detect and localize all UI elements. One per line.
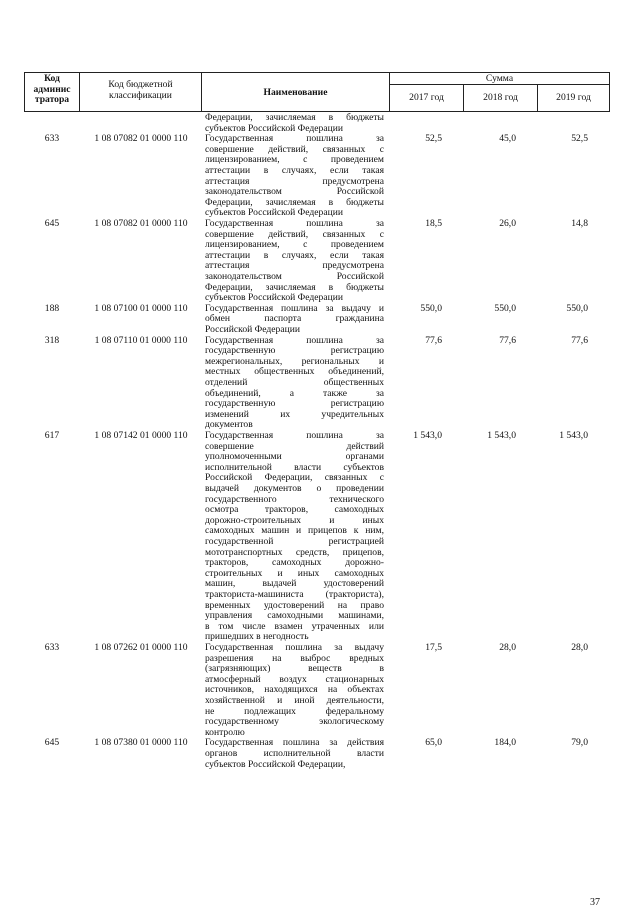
description-line: Российской Федерации [205,324,300,335]
header-admin-code-line: админис [33,83,71,95]
description-cell [205,643,384,738]
description-line: совершение действий [205,441,384,452]
value-2019-cell: 52,5 [571,133,588,145]
description-line: объединений, а также за [205,388,384,399]
description-line: обмен паспорта гражданина [205,314,384,325]
value-2018-cell: 1 543,0 [487,430,516,441]
header-bottom-border [24,111,609,112]
description-line: контролю [205,727,245,738]
description-line: лицензированием, с проведением [205,240,384,251]
admin-code-cell: 633 [44,642,60,653]
value-2018-cell: 45,0 [499,133,516,145]
description-line: уполномоченными органами [205,452,384,463]
header-sum: Сумма [485,73,514,84]
budget-code-cell: 1 08 07110 01 0000 110 [94,334,188,346]
description-cell [205,304,384,336]
description-line: субъектов Российской Федерации [205,123,343,134]
description-line: государственному экологическому [205,717,384,728]
description-line: Государственная пошлина за [205,219,384,229]
value-2019-cell: 79,0 [571,737,588,749]
value-2017-cell: 1 543,0 [413,430,442,441]
description-line: местных общественных объединений, [205,367,384,378]
description-line: законодательством Российской [205,271,384,282]
description-line: Государственная пошлина за [205,335,384,346]
admin-code-cell: 645 [44,218,60,229]
description-line: самоходных машин и прицепов к ним, [205,526,384,537]
header-name: Наименование [263,87,328,98]
description-line: законодательством Российской [205,187,384,198]
description-line: совершение действий, связанных с [205,229,384,240]
description-line: Государственная пошлина за [205,134,384,145]
header-year-2019: 2019 год [556,92,591,103]
description-line: тракторов, самоходных дорожно- [205,558,384,569]
header-budget-code [80,80,201,101]
description-line: в том числе взамен утраченных или [205,621,384,632]
header-budget-code-line: Код бюджетной [108,79,173,90]
value-2017-cell: 18,5 [425,218,442,229]
value-2017-cell: 65,0 [425,737,442,749]
description-line: атмосферный воздух стационарных [205,674,384,685]
description-line: лицензированием, с проведением [205,155,384,166]
description-line: документов [205,420,253,431]
description-cell [205,738,384,770]
value-2017-cell: 550,0 [420,302,442,314]
value-2017-cell: 17,5 [425,642,442,653]
description-line: (загрязняющих) веществ в [205,664,384,675]
description-cell [205,336,384,431]
description-line: тракториста-машиниста (тракториста), [205,589,384,600]
admin-code-cell: 318 [44,334,60,346]
admin-code-cell: 188 [44,302,60,314]
description-line: субъектов Российской Федерации, [205,759,346,770]
value-2018-cell: 184,0 [494,737,516,749]
value-2019-cell: 14,8 [571,218,588,229]
col-border-6 [609,72,610,112]
description-line: пришедших в негодность [205,632,309,643]
description-line: не подлежащих федеральному [205,706,384,717]
description-line: Федерации, зачисляемая в бюджеты [205,197,384,208]
description-line: источников, находящихся на объектах [205,685,384,696]
description-cell [205,431,384,643]
description-line: Государственная пошлина за выдачу [205,643,384,653]
header-year-2017: 2017 год [409,92,444,103]
description-line: аттестации в случаях, если такая [205,165,384,176]
description-line: строительных и иных самоходных [205,568,384,579]
description-line: отделений общественных [205,377,384,388]
value-2018-cell: 26,0 [499,218,516,229]
description-line: машин, выдачей удостоверений [205,579,384,590]
value-2018-cell: 77,6 [499,334,516,346]
header-admin-code-line: тратора [34,94,70,106]
header-admin-code [25,74,79,106]
description-line: Российской Федерации, связанных с [205,473,384,484]
budget-code-cell: 1 08 07082 01 0000 110 [94,218,188,229]
header-budget-code-line: классификации [109,89,172,101]
budget-code-cell: 1 08 07142 01 0000 110 [94,430,188,441]
description-line: органов исполнительной власти [205,748,384,759]
budget-code-cell: 1 08 07262 01 0000 110 [94,642,188,653]
description-line: выдачей документов о проведении [205,483,384,494]
description-line: исполнительной власти субъектов [205,462,384,473]
description-line: Государственная пошлина за выдачу и [205,303,384,314]
table-top-border [24,72,609,73]
value-2018-cell: 28,0 [499,642,516,653]
description-line: Государственная пошлина за действия [205,738,384,749]
description-line: субъектов Российской Федерации [205,293,343,304]
description-line: мототранспортных средств, прицепов, [205,547,384,558]
description-cell [205,219,384,304]
description-line: государственного технического [205,494,384,505]
page-number: 37 [590,897,600,908]
value-2019-cell: 77,6 [571,334,588,346]
budget-code-cell: 1 08 07100 01 0000 110 [94,302,188,314]
description-line: совершение действий, связанных с [205,144,384,155]
description-line: временных удостоверений на право [205,600,384,611]
value-2017-cell: 52,5 [425,133,442,145]
description-line: осмотра тракторов, самоходных [205,505,384,516]
budget-code-cell: 1 08 07082 01 0000 110 [94,133,188,145]
value-2019-cell: 28,0 [571,642,588,653]
value-2019-cell: 1 543,0 [559,430,588,441]
admin-code-cell: 645 [44,737,60,749]
admin-code-cell: 633 [44,133,60,145]
description-line: хозяйственной и иной деятельности, [205,695,384,706]
description-line: Федерации, зачисляемая в бюджеты [205,282,384,293]
description-line: аттестация предусмотрена [205,176,384,187]
description-line: разрешения на выброс вредных [205,653,384,664]
header-year-2018: 2018 год [483,92,518,103]
description-line: аттестации в случаях, если такая [205,250,384,261]
description-line: Федерации, зачисляемая в бюджеты [205,113,384,123]
value-2019-cell: 550,0 [566,302,588,314]
description-line: субъектов Российской Федерации [205,208,343,219]
value-2018-cell: 550,0 [494,302,516,314]
description-line: государственной регистрацией [205,536,384,547]
description-line: управления самоходными машинами, [205,611,384,622]
description-line: аттестация предусмотрена [205,261,384,272]
description-line: изменений их учредительных [205,409,384,420]
value-2017-cell: 77,6 [425,334,442,346]
header-admin-code-line: Код [44,73,60,84]
description-line: межрегиональных, региональных и [205,356,384,367]
description-line: государственную регистрацию [205,399,384,410]
budget-code-cell: 1 08 07380 01 0000 110 [94,737,188,749]
description-cell [205,134,384,219]
description-line: дорожно-строительных и иных [205,515,384,526]
admin-code-cell: 617 [44,430,60,441]
description-cell [205,113,384,134]
description-line: Государственная пошлина за [205,431,384,441]
description-line: государственную регистрацию [205,346,384,357]
